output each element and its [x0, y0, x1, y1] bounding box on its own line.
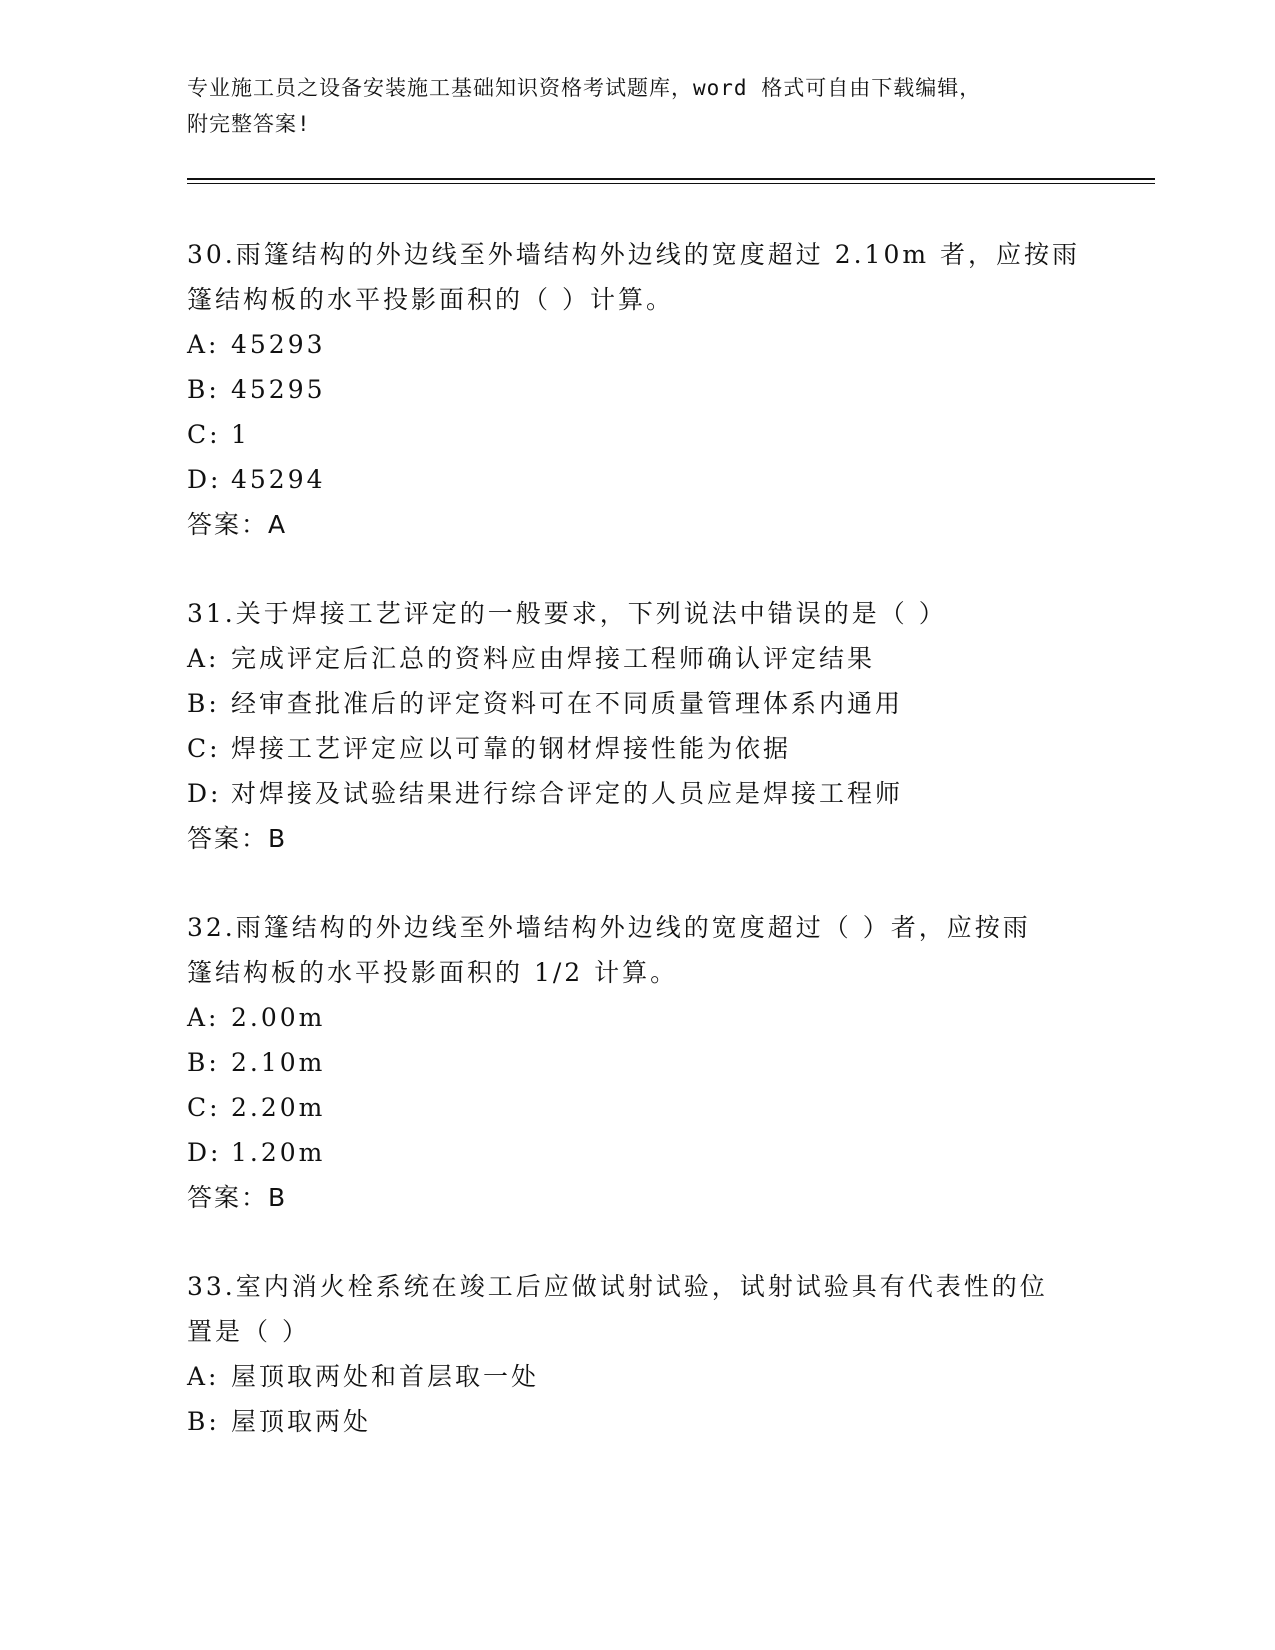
question-list [187, 232, 1087, 1488]
option-text: 2.00m [231, 1003, 326, 1032]
question-text-line: 置是（ ） [187, 1317, 310, 1346]
question-text-line: 33.室内消火栓系统在竣工后应做试射试验，试射试验具有代表性的位 [187, 1272, 1048, 1301]
question-text-line: 31.关于焊接工艺评定的一般要求，下列说法中错误的是（ ） [187, 599, 947, 628]
option-letter: C: [187, 420, 221, 449]
option-text: 45294 [231, 465, 326, 494]
option-d [187, 457, 1087, 502]
option-text: 45293 [231, 330, 326, 359]
header-divider-thick [187, 178, 1155, 180]
question-33 [187, 1264, 1087, 1444]
option-letter: B: [187, 1407, 220, 1436]
option-letter: D: [187, 779, 222, 808]
option-letter: A: [187, 644, 220, 673]
option-text: 焊接工艺评定应以可靠的钢材焊接性能为依据 [231, 734, 792, 763]
question-text-line: 30.雨篷结构的外边线至外墙结构外边线的宽度超过 2.10m 者，应按雨 [187, 240, 1081, 269]
header-divider-thin [187, 183, 1155, 184]
option-text: 完成评定后汇总的资料应由焊接工程师确认评定结果 [231, 644, 876, 673]
option-letter: B: [187, 1048, 220, 1077]
option-b [187, 367, 1087, 412]
option-letter: C: [187, 734, 221, 763]
option-text: 1 [231, 420, 250, 449]
option-letter: B: [187, 689, 220, 718]
option-letter: C: [187, 1093, 221, 1122]
option-b [187, 1399, 1087, 1444]
option-b [187, 1040, 1087, 1085]
option-d [187, 771, 1087, 816]
question-text-line: 篷结构板的水平投影面积的（ ）计算。 [187, 285, 674, 314]
question-text-line: 32.雨篷结构的外边线至外墙结构外边线的宽度超过（ ）者，应按雨 [187, 913, 1031, 942]
header-line-2: 附完整答案! [187, 112, 311, 136]
option-a [187, 636, 1087, 681]
option-letter: D: [187, 465, 222, 494]
option-text: 对焊接及试验结果进行综合评定的人员应是焊接工程师 [231, 779, 904, 808]
document-header [187, 70, 1087, 142]
option-c [187, 412, 1087, 457]
option-letter: B: [187, 375, 220, 404]
header-line-1: 专业施工员之设备安装施工基础知识资格考试题库，word 格式可自由下载编辑， [187, 76, 982, 100]
answer-line: 答案：B [187, 1183, 288, 1212]
option-letter: D: [187, 1138, 222, 1167]
option-letter: A: [187, 1003, 220, 1032]
option-text: 1.20m [231, 1138, 326, 1167]
option-a [187, 1354, 1087, 1399]
option-a [187, 322, 1087, 367]
option-d [187, 1130, 1087, 1175]
answer-line: 答案：B [187, 824, 288, 853]
question-text-line: 篷结构板的水平投影面积的 1/2 计算。 [187, 958, 679, 987]
option-text: 45295 [231, 375, 326, 404]
option-b [187, 681, 1087, 726]
option-text: 屋顶取两处 [231, 1407, 372, 1436]
question-30 [187, 232, 1087, 547]
question-31 [187, 591, 1087, 861]
option-text: 屋顶取两处和首层取一处 [231, 1362, 540, 1391]
option-a [187, 995, 1087, 1040]
answer-line: 答案：A [187, 510, 288, 539]
option-text: 2.20m [231, 1093, 326, 1122]
option-text: 经审查批准后的评定资料可在不同质量管理体系内通用 [231, 689, 904, 718]
option-letter: A: [187, 330, 220, 359]
option-c [187, 1085, 1087, 1130]
option-c [187, 726, 1087, 771]
option-text: 2.10m [231, 1048, 326, 1077]
option-letter: A: [187, 1362, 220, 1391]
question-32 [187, 905, 1087, 1220]
